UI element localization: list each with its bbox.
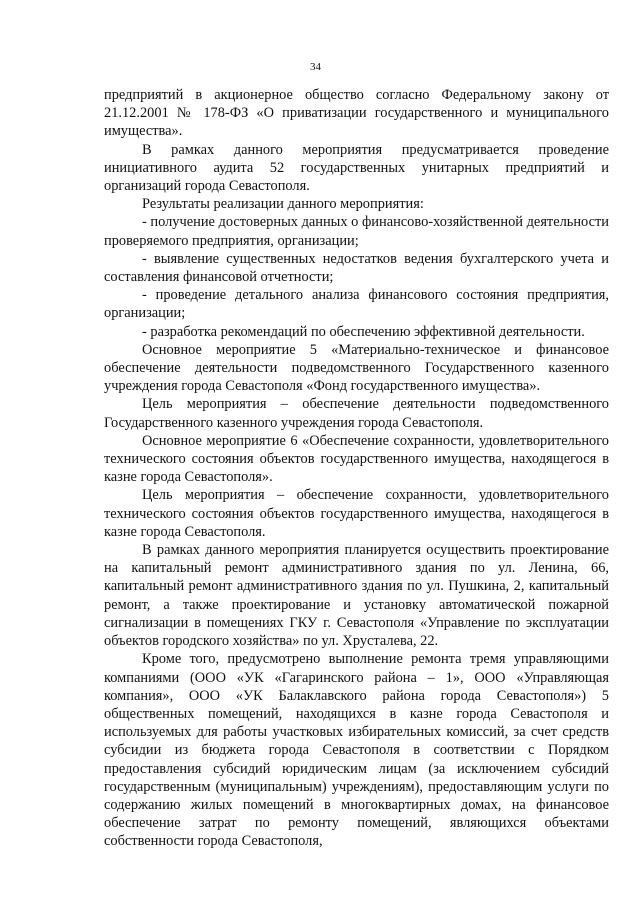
list-item-shortcomings: - выявление существенных недостатков ведения бухгалтерского учета и составления финансовой отчетности;	[104, 250, 609, 286]
list-item-data: - получение достоверных данных о финансово-хозяйственной деятельности проверяемого предприятия, организации;	[104, 214, 609, 249]
paragraph-audit: В рамках данного мероприятия предусматривается проведение инициативного аудита 52 государственных унитарных предприятий и организаций города Севастополя.	[104, 141, 609, 195]
paragraph-measure-5-goal: Цель мероприятия – обеспечение деятельности подведомственного Государственного казенного учреждения города Севастополя.	[104, 396, 609, 431]
paragraph-repair-plans: В рамках данного мероприятия планируется осуществить проектирование на капитальный ремонт административного здания по ул. Ленина, 66, капитальный ремонт административного здания по ул. Пушкина, 2, капитальный ремонт, а также проектирование и установку автоматической пожарной сигнализации в помещениях ГКУ г. Севастополя «Управление по эксплуатации объектов городского хозяйства» по ул. Хрусталева, 22.	[104, 542, 609, 650]
paragraph-management-companies: Кроме того, предусмотрено выполнение ремонта тремя управляющими компаниями (ООО «УК «Гагаринского района – 1», ООО «Управляющая компания», ООО «УК Балаклавского района города Севастополя») 5 общественных помещений, находящихся в казне города Севастополя и используемых для работы участковых избирательных комиссий, за счет средств субсидии из бюджета города Севастополя в соответствии с Порядком предоставления субсидий юридическим лицам (за исключением субсидий государственным (муниципальным) учреждениям), предоставляющим услуги по содержанию жилых помещений в многоквартирных домах, на финансовое обеспечение затрат по ремонту помещений, являющихся объектами собственности города Севастополя,	[104, 651, 609, 850]
document-body	[104, 86, 609, 851]
page-number: 34	[310, 61, 321, 73]
paragraph-continuation: предприятий в акционерное общество согласно Федеральному закону от 21.12.2001 № 178-ФЗ «О приватизации государственного и муниципального имущества».	[104, 87, 609, 140]
list-item-recommendations: - разработка рекомендаций по обеспечению эффективной деятельности.	[142, 323, 585, 340]
paragraph-measure-5: Основное мероприятие 5 «Материально-техническое и финансовое обеспечение деятельности подведомственного Государственного казенного учреждения города Севастополя «Фонд государственного имущества».	[104, 341, 609, 395]
list-item-analysis: - проведение детального анализа финансового состояния предприятия, организации;	[104, 287, 609, 322]
paragraph-results-heading: Результаты реализации данного мероприятия:	[142, 196, 424, 213]
paragraph-measure-6-goal: Цель мероприятия – обеспечение сохранности, удовлетворительного технического состояния объектов государственного имущества, находящегося в казне города Севастополя.	[104, 487, 609, 540]
paragraph-measure-6: Основное мероприятие 6 «Обеспечение сохранности, удовлетворительного технического состояния объектов государственного имущества, находящегося в казне города Севастополя».	[104, 432, 609, 486]
